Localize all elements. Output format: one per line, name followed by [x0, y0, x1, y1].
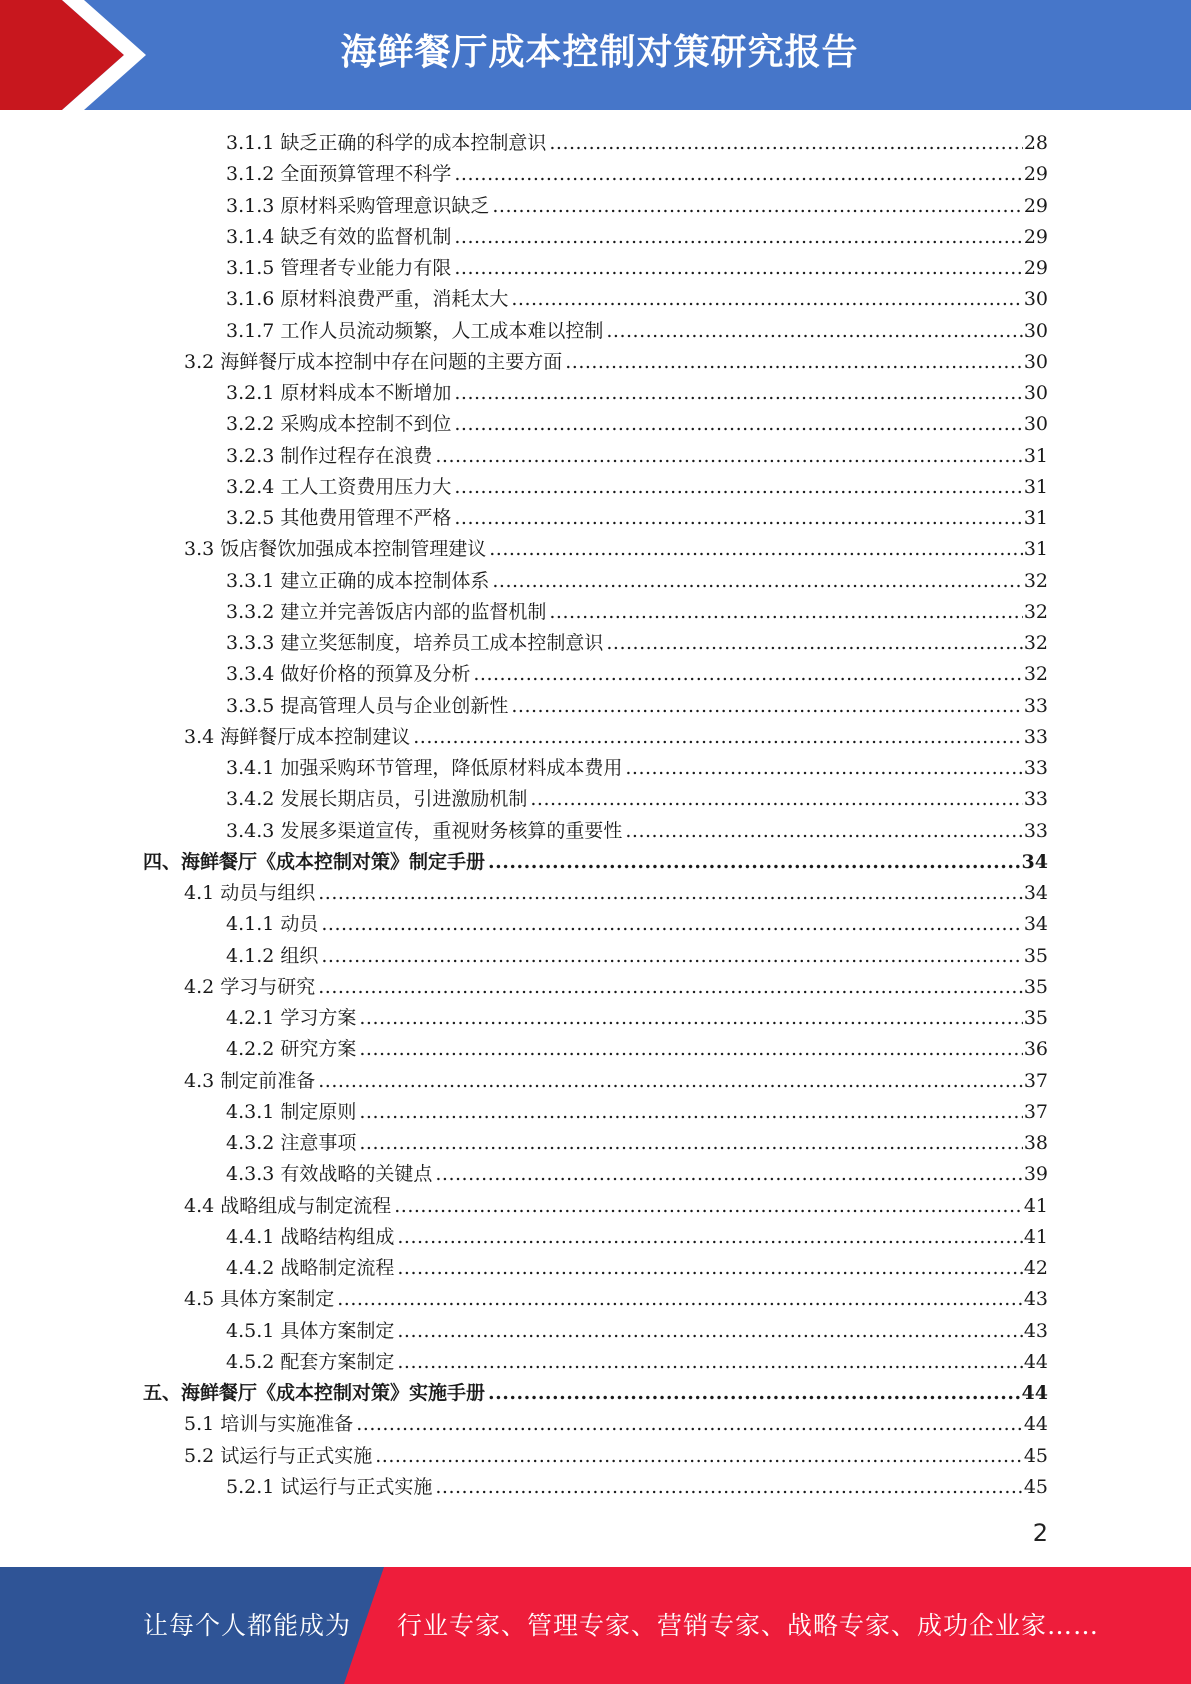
toc-entry-text: [226, 222, 451, 253]
toc-entry-number: 3.1.4: [226, 225, 275, 248]
toc-entry-title: 加强采购环节管理，降低原材料成本费用: [280, 757, 623, 779]
toc-entry-title: 海鲜餐厅成本控制中存在问题的主要方面: [220, 350, 563, 373]
page-header: [0, 0, 1191, 110]
toc-entry-text: [226, 284, 508, 315]
toc-entry-title: 其他费用管理不严格: [280, 507, 452, 529]
toc-entry-page: 32: [1023, 632, 1048, 654]
toc-dot-leader: [375, 1441, 1023, 1472]
toc-entry-text: [226, 628, 603, 659]
toc-entry-page: 42: [1023, 1257, 1048, 1279]
toc-dot-leader: [549, 597, 1022, 628]
toc-entry-title: 全面预算管理不科学: [280, 163, 452, 186]
toc-entry-title: 具体方案制定: [220, 1288, 335, 1311]
toc-entry-text: [226, 909, 318, 940]
toc-entry[interactable]: [0, 534, 1191, 565]
toc-entry-number: 3.4.1: [226, 757, 275, 779]
toc-entry-title: 提高管理人员与企业创新性: [280, 694, 509, 717]
toc-dot-leader: [454, 409, 1022, 440]
toc-entry-number: 4.1: [184, 882, 215, 904]
toc-entry[interactable]: [0, 1347, 1191, 1378]
toc-entry-number: 4.5.1: [226, 1319, 275, 1342]
toc-entry[interactable]: [0, 597, 1191, 628]
toc-entry-title: 试运行与正式实施: [280, 1475, 433, 1498]
toc-entry[interactable]: [0, 659, 1191, 690]
toc-entry-number: 4.2: [184, 975, 215, 998]
toc-entry[interactable]: [0, 816, 1191, 847]
toc-entry-text: [226, 1222, 394, 1253]
toc-dot-leader: [492, 191, 1022, 222]
toc-entry-text: [226, 784, 527, 815]
toc-entry-title: 战略结构组成: [280, 1225, 395, 1248]
toc-entry-text: [184, 347, 562, 378]
toc-entry-text: [226, 753, 622, 784]
toc-entry-text: [226, 1003, 356, 1034]
toc-dot-leader: [318, 972, 1023, 1003]
toc-dot-leader: [394, 1191, 1023, 1222]
toc-dot-leader: [435, 1472, 1022, 1503]
toc-entry[interactable]: [0, 1222, 1191, 1253]
toc-entry-text: [226, 941, 318, 972]
toc-dot-leader: [473, 659, 1022, 690]
toc-entry-text: [226, 691, 508, 722]
toc-dot-leader: [318, 1066, 1023, 1097]
toc-entry[interactable]: [0, 1128, 1191, 1159]
toc-entry-title: 海鲜餐厅成本控制建议: [220, 725, 411, 748]
toc-entry[interactable]: [0, 628, 1191, 659]
toc-entry-page: 38: [1023, 1132, 1048, 1154]
toc-entry-title: 具体方案制定: [280, 1319, 395, 1342]
toc-entry-page: 33: [1023, 725, 1048, 748]
document-title: 海鲜餐厅成本控制对策研究报告: [340, 32, 859, 73]
toc-entry-text: [143, 1378, 485, 1409]
toc-entry[interactable]: [0, 1066, 1191, 1097]
toc-entry-page: 35: [1023, 944, 1048, 967]
toc-entry-title: 采购成本控制不到位: [280, 413, 452, 436]
toc-entry[interactable]: [0, 1284, 1191, 1315]
toc-dot-leader: [359, 1034, 1022, 1065]
toc-entry-title: 缺乏正确的科学的成本控制意识: [280, 132, 547, 154]
toc-entry-text: [226, 1347, 394, 1378]
toc-entry-title: 发展长期店员，引进激励机制: [280, 788, 528, 811]
toc-entry-page: 29: [1023, 225, 1048, 248]
toc-entry-page: 44: [1021, 1382, 1048, 1404]
toc-entry-text: [226, 191, 489, 222]
toc-entry[interactable]: [0, 441, 1191, 472]
toc-entry-page: 33: [1023, 788, 1048, 811]
toc-dot-leader: [565, 347, 1023, 378]
toc-dot-leader: [606, 628, 1022, 659]
toc-entry-title: 工作人员流动频繁，人工成本难以控制: [280, 319, 604, 342]
toc-entry[interactable]: [0, 972, 1191, 1003]
toc-entry[interactable]: [0, 722, 1191, 753]
toc-entry-number: 3.2: [184, 350, 215, 373]
toc-dot-leader: [511, 691, 1022, 722]
toc-entry[interactable]: [0, 378, 1191, 409]
toc-entry-number: 3.4.2: [226, 788, 275, 811]
toc-entry-text: [226, 566, 489, 597]
toc-dot-leader: [511, 284, 1022, 315]
toc-entry-text: [226, 816, 622, 847]
toc-entry-number: 3.3.3: [226, 632, 275, 654]
toc-entry-page: 31: [1023, 507, 1048, 529]
toc-entry-text: [184, 722, 410, 753]
toc-entry-number: 3.3.4: [226, 663, 275, 686]
toc-entry-text: [184, 1066, 315, 1097]
toc-entry-page: 45: [1023, 1444, 1048, 1467]
toc-entry-number: 3.1.2: [226, 163, 275, 186]
toc-entry-text: [226, 1472, 432, 1503]
toc-entry-page: 37: [1023, 1069, 1048, 1092]
toc-entry-page: 34: [1021, 850, 1048, 873]
toc-entry-title: 学习方案: [280, 1007, 357, 1029]
toc-entry-page: 37: [1023, 1100, 1048, 1123]
toc-entry[interactable]: [0, 1034, 1191, 1065]
toc-entry-text: [226, 503, 451, 534]
toc-entry-number: 3.1.7: [226, 319, 275, 342]
toc-entry-text: [184, 1191, 391, 1222]
toc-entry-number: 4.3.3: [226, 1163, 275, 1186]
toc-dot-leader: [625, 816, 1022, 847]
toc-entry[interactable]: [0, 878, 1191, 909]
toc-dot-leader: [318, 878, 1023, 909]
toc-entry[interactable]: [0, 566, 1191, 597]
toc-entry[interactable]: [0, 784, 1191, 815]
toc-entry-number: 3.3: [184, 538, 215, 561]
toc-entry-text: [226, 316, 603, 347]
toc-entry-page: 32: [1023, 569, 1048, 592]
toc-dot-leader: [454, 159, 1022, 190]
toc-entry[interactable]: [0, 1378, 1191, 1409]
toc-dot-leader: [489, 534, 1023, 565]
toc-entry-text: [184, 1409, 353, 1440]
toc-entry-title: 有效战略的关键点: [280, 1163, 433, 1186]
toc-entry-number: 4.3.1: [226, 1100, 275, 1123]
toc-entry[interactable]: [0, 1253, 1191, 1284]
toc-entry-page: 33: [1023, 819, 1048, 842]
toc-entry-page: 30: [1023, 413, 1048, 436]
toc-entry-number: 3.2.4: [226, 475, 275, 498]
toc-entry-title: 建立正确的成本控制体系: [280, 569, 490, 592]
toc-entry-title: 做好价格的预算及分析: [280, 663, 471, 686]
toc-entry-page: 34: [1023, 882, 1048, 904]
toc-entry-page: 43: [1023, 1319, 1048, 1342]
toc-entry[interactable]: [0, 1316, 1191, 1347]
toc-entry-text: [226, 441, 432, 472]
toc-entry-title: 饭店餐饮加强成本控制管理建议: [220, 538, 487, 561]
toc-entry-number: 3.2.1: [226, 382, 275, 404]
toc-dot-leader: [454, 503, 1022, 534]
page-footer: [0, 1567, 1191, 1684]
toc-entry[interactable]: [0, 1003, 1191, 1034]
toc-dot-leader: [454, 222, 1022, 253]
toc-entry-title: 建立奖惩制度，培养员工成本控制意识: [280, 632, 604, 654]
toc-entry-number: 4.3.2: [226, 1132, 275, 1154]
toc-entry-number: 5.2: [184, 1444, 215, 1467]
toc-entry-number: 3.1.3: [226, 194, 275, 217]
toc-entry-title: 试运行与正式实施: [220, 1444, 373, 1467]
toc-dot-leader: [454, 378, 1022, 409]
page-number: 2: [1032, 1519, 1048, 1547]
toc-entry-title: 研究方案: [280, 1038, 357, 1061]
toc-entry[interactable]: [0, 1441, 1191, 1472]
toc-entry-number: 4.1.2: [226, 944, 275, 967]
toc-entry-page: 44: [1023, 1413, 1048, 1436]
toc-entry[interactable]: [0, 503, 1191, 534]
footer-slogan-left: 让每个人都能成为: [143, 1611, 352, 1640]
toc-entry-number: 3.2.2: [226, 413, 275, 436]
toc-dot-leader: [435, 441, 1022, 472]
toc-entry-page: 34: [1023, 913, 1048, 936]
toc-entry-number: 3.1.6: [226, 288, 275, 311]
toc-dot-leader: [397, 1253, 1022, 1284]
toc-entry[interactable]: [0, 691, 1191, 722]
toc-entry-page: 28: [1023, 132, 1048, 154]
toc-entry-page: 31: [1023, 538, 1048, 561]
toc-dot-leader: [359, 1003, 1022, 1034]
toc-entry-number: 3.3.5: [226, 694, 275, 717]
toc-dot-leader: [359, 1128, 1022, 1159]
toc-dot-leader: [625, 753, 1022, 784]
toc-dot-leader: [454, 472, 1022, 503]
toc-entry-text: [226, 472, 451, 503]
toc-entry-text: [184, 878, 315, 909]
toc-entry-title: 培训与实施准备: [220, 1413, 354, 1436]
toc-entry[interactable]: [0, 1097, 1191, 1128]
toc-entry-number: 3.3.2: [226, 600, 275, 623]
toc-entry-title: 配套方案制定: [280, 1350, 395, 1373]
toc-entry-page: 43: [1023, 1288, 1048, 1311]
toc-entry-title: 原材料浪费严重，消耗太大: [280, 288, 509, 311]
toc-entry-title: 原材料成本不断增加: [280, 382, 452, 404]
toc-entry[interactable]: [0, 191, 1191, 222]
toc-entry-number: 4.2.1: [226, 1007, 275, 1029]
toc-entry-page: 39: [1023, 1163, 1048, 1186]
toc-entry-page: 30: [1023, 319, 1048, 342]
toc-entry-text: [143, 847, 485, 878]
toc-entry-number: 4.4.1: [226, 1225, 275, 1248]
toc-dot-leader: [413, 722, 1023, 753]
toc-entry-page: 36: [1023, 1038, 1048, 1061]
toc-entry[interactable]: [0, 316, 1191, 347]
toc-entry-text: [184, 1284, 334, 1315]
toc-entry-number: 4.1.1: [226, 913, 275, 936]
toc-entry-page: 32: [1023, 600, 1048, 623]
toc-entry-page: 41: [1023, 1194, 1048, 1217]
toc-entry-title: 制作过程存在浪费: [280, 444, 433, 467]
toc-entry-text: [226, 1253, 394, 1284]
toc-entry-number: 3.4: [184, 725, 215, 748]
toc-entry-number: 4.5: [184, 1288, 215, 1311]
toc-dot-leader: [606, 316, 1022, 347]
toc-entry-text: [226, 1128, 356, 1159]
toc-entry-number: 3.2.3: [226, 444, 275, 467]
toc-entry-page: 31: [1023, 475, 1048, 498]
toc-entry-title: 动员: [280, 913, 319, 936]
toc-entry[interactable]: [0, 222, 1191, 253]
toc-entry-page: 29: [1023, 163, 1048, 186]
toc-entry-page: 31: [1023, 444, 1048, 467]
toc-entry-page: 30: [1023, 382, 1048, 404]
toc-entry[interactable]: [0, 347, 1191, 378]
toc-dot-leader: [397, 1316, 1022, 1347]
toc-entry-text: [226, 378, 451, 409]
toc-entry-page: 29: [1023, 194, 1048, 217]
toc-entry-text: [184, 1441, 372, 1472]
toc-entry-title: 工人工资费用压力大: [280, 475, 452, 498]
toc-entry-text: [226, 128, 546, 159]
toc-entry[interactable]: [0, 1409, 1191, 1440]
toc-entry-title: 建立并完善饭店内部的监督机制: [280, 600, 547, 623]
toc-entry-number: 4.2.2: [226, 1038, 275, 1061]
toc-entry-page: 33: [1023, 694, 1048, 717]
toc-entry-title: 动员与组织: [220, 882, 316, 904]
toc-entry-number: 4.3: [184, 1069, 215, 1092]
toc-entry-title: 注意事项: [280, 1132, 357, 1154]
toc-dot-leader: [488, 847, 1021, 878]
toc-entry[interactable]: [0, 1191, 1191, 1222]
toc-dot-leader: [356, 1409, 1023, 1440]
toc-entry-number: 3.4.3: [226, 819, 275, 842]
toc-entry-page: 32: [1023, 663, 1048, 686]
toc-dot-leader: [397, 1222, 1022, 1253]
toc-entry-title: 缺乏有效的监督机制: [280, 225, 452, 248]
toc-entry[interactable]: [0, 159, 1191, 190]
toc-entry-title: 五、海鲜餐厅《成本控制对策》实施手册: [143, 1382, 486, 1404]
toc-entry-text: [226, 1316, 394, 1347]
toc-entry-number: 4.5.2: [226, 1350, 275, 1373]
toc-dot-leader: [435, 1159, 1022, 1190]
toc-entry-title: 战略组成与制定流程: [220, 1194, 392, 1217]
toc-entry-text: [226, 159, 451, 190]
toc-entry-title: 学习与研究: [220, 975, 316, 998]
toc-entry-number: 3.3.1: [226, 569, 275, 592]
toc-dot-leader: [321, 909, 1022, 940]
toc-entry-title: 管理者专业能力有限: [280, 257, 452, 279]
footer-slogan-right: 行业专家、管理专家、营销专家、战略专家、成功企业家……: [397, 1611, 1100, 1640]
toc-dot-leader: [530, 784, 1022, 815]
toc-entry[interactable]: [0, 128, 1191, 159]
toc-entry-page: 35: [1023, 1007, 1048, 1029]
toc-dot-leader: [492, 566, 1022, 597]
toc-entry[interactable]: [0, 472, 1191, 503]
toc-entry-number: 5.2.1: [226, 1475, 275, 1498]
toc-entry-page: 44: [1023, 1350, 1048, 1373]
toc-entry-page: 33: [1023, 757, 1048, 779]
toc-entry-number: 4.4.2: [226, 1257, 275, 1279]
toc-entry-text: [226, 597, 546, 628]
toc-entry-text: [226, 1097, 356, 1128]
toc-entry-number: 3.2.5: [226, 507, 275, 529]
toc-entry[interactable]: [0, 941, 1191, 972]
toc-entry-number: 3.1.5: [226, 257, 275, 279]
table-of-contents: [0, 128, 1191, 1503]
toc-entry-text: [226, 253, 451, 284]
toc-entry-title: 发展多渠道宣传，重视财务核算的重要性: [280, 819, 623, 842]
toc-entry-page: 30: [1023, 350, 1048, 373]
toc-dot-leader: [397, 1347, 1022, 1378]
toc-dot-leader: [359, 1097, 1022, 1128]
toc-dot-leader: [321, 941, 1022, 972]
toc-entry[interactable]: [0, 284, 1191, 315]
toc-entry-page: 45: [1023, 1475, 1048, 1498]
toc-entry-text: [226, 1159, 432, 1190]
toc-dot-leader: [337, 1284, 1023, 1315]
toc-dot-leader: [454, 253, 1022, 284]
toc-entry-text: [226, 1034, 356, 1065]
toc-entry-text: [184, 534, 486, 565]
toc-entry-title: 原材料采购管理意识缺乏: [280, 194, 490, 217]
toc-entry-text: [184, 972, 315, 1003]
toc-entry[interactable]: [0, 847, 1191, 878]
toc-entry-text: [226, 659, 470, 690]
toc-dot-leader: [549, 128, 1022, 159]
toc-entry-title: 组织: [280, 944, 319, 967]
toc-entry-page: 35: [1023, 975, 1048, 998]
toc-entry-title: 制定前准备: [220, 1069, 316, 1092]
toc-entry-number: 3.1.1: [226, 132, 275, 154]
toc-entry[interactable]: [0, 1472, 1191, 1503]
toc-entry[interactable]: [0, 1159, 1191, 1190]
toc-entry[interactable]: [0, 253, 1191, 284]
toc-entry[interactable]: [0, 409, 1191, 440]
toc-entry-page: 30: [1023, 288, 1048, 311]
toc-entry-page: 41: [1023, 1225, 1048, 1248]
toc-entry[interactable]: [0, 753, 1191, 784]
toc-entry[interactable]: [0, 909, 1191, 940]
toc-entry-number: 4.4: [184, 1194, 215, 1217]
toc-entry-text: [226, 409, 451, 440]
toc-dot-leader: [488, 1378, 1021, 1409]
toc-entry-page: 29: [1023, 257, 1048, 279]
toc-entry-title: 战略制定流程: [280, 1257, 395, 1279]
toc-entry-title: 制定原则: [280, 1100, 357, 1123]
toc-entry-number: 5.1: [184, 1413, 215, 1436]
toc-entry-title: 四、海鲜餐厅《成本控制对策》制定手册: [143, 850, 486, 873]
